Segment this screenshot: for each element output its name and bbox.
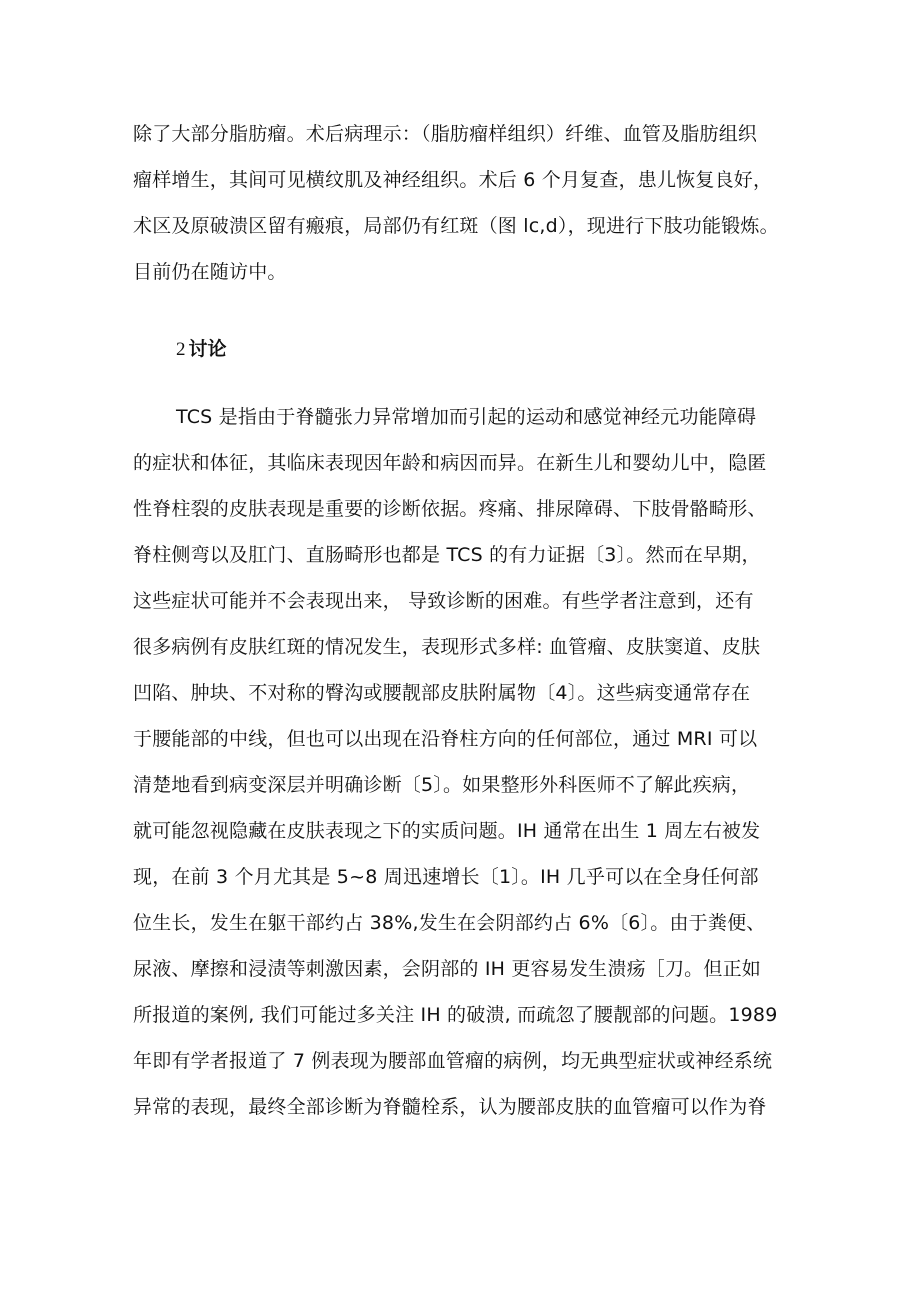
paragraph-line: 现，在前 3 个月尤其是 5~8 周迅速增长〔1〕。IH 几乎可以在全身任何部 xyxy=(133,866,759,888)
paragraph-line: 目前仍在随访中。 xyxy=(133,261,287,283)
section-title: 讨论 xyxy=(188,338,227,360)
paragraph-line: 异常的表现，最终全部诊断为脊髓栓系，认为腰部皮肤的血管瘤可以作为脊 xyxy=(133,1096,767,1118)
paragraph-line: 尿液、摩擦和浸渍等刺激因素，会阴部的 IH 更容易发生溃疡［刀。但正如 xyxy=(133,958,761,980)
paragraph-line: 瘤样增生，其间可见横纹肌及神经组织。术后 6 个月复查，患儿恢复良好， xyxy=(133,169,773,191)
section-heading xyxy=(176,337,227,362)
paragraph-line: 除了大部分脂肪瘤。术后病理示：（脂肪瘤样组织）纤维、血管及脂肪组织 xyxy=(133,123,758,145)
section-number: 2 xyxy=(176,339,186,360)
paragraph-line: 位生长，发生在躯干部约占 38%,发生在会阴部约占 6%〔6〕。由于粪便、 xyxy=(133,912,766,934)
paragraph-line: TCS 是指由于脊髓张力异常增加而引起的运动和感觉神经元功能障碍 xyxy=(176,406,757,428)
paragraph-line: 年即有学者报道了 7 例表现为腰部血管瘤的病例，均无典型症状或神经系统 xyxy=(133,1050,773,1072)
paragraph-line: 这些症状可能并不会表现出来， 导致诊断的困难。有些学者注意到，还有 xyxy=(133,590,754,612)
paragraph-line: 于腰能部的中线，但也可以出现在沿脊柱方向的任何部位，通过 MRI 可以 xyxy=(133,728,758,750)
paragraph-line: 所报道的案例, 我们可能过多关注 IH 的破溃, 而疏忽了腰靓部的问题。1989 xyxy=(133,1004,778,1026)
paragraph-line: 脊柱侧弯以及肛门、直肠畸形也都是 TCS 的有力证据〔3〕。然而在早期， xyxy=(133,544,761,566)
paragraph-line: 清楚地看到病变深层并明确诊断〔5〕。如果整形外科医师不了解此疾病， xyxy=(133,774,751,796)
paragraph-line: 的症状和体征，其临床表现因年龄和病因而异。在新生儿和婴幼儿中，隐匿 xyxy=(133,452,767,474)
paragraph-line: 凹陷、肿块、不对称的臀沟或腰靓部皮肤附属物〔4〕。这些病变通常存在 xyxy=(133,682,751,704)
paragraph-line: 术区及原破溃区留有瘢痕，局部仍有红斑（图 lc,d），现进行下肢功能锻炼。 xyxy=(133,215,779,237)
paragraph-line: 很多病例有皮肤红斑的情况发生，表现形式多样: 血管瘤、皮肤窦道、皮肤 xyxy=(133,636,761,658)
paragraph-line: 性脊柱裂的皮肤表现是重要的诊断依据。疼痛、排尿障碍、下肢骨骼畸形、 xyxy=(133,498,767,520)
paragraph-line: 就可能忽视隐藏在皮肤表现之下的实质问题。IH 通常在出生 1 周左右被发 xyxy=(133,820,761,842)
